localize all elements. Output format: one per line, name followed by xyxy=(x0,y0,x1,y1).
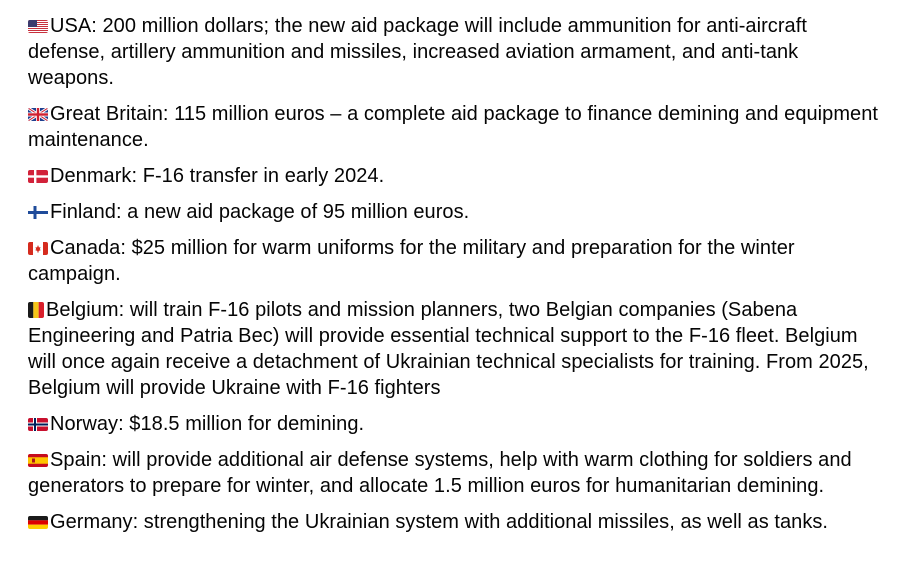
paragraph-text: Great Britain: 115 million euros – a complete aid package to finance demining and equipment maintenance. xyxy=(28,103,879,151)
list-item xyxy=(28,199,888,225)
paragraph-text: Canada: $25 million for warm uniforms for the military and preparation for the winter campaign. xyxy=(28,237,795,285)
fi-flag-icon xyxy=(28,206,48,219)
paragraph-text: Germany: strengthening the Ukrainian system with additional missiles, as well as tanks. xyxy=(50,511,829,533)
list-item xyxy=(28,509,888,535)
post-text xyxy=(28,13,888,545)
dk-flag-icon xyxy=(28,170,48,183)
ca-flag-icon xyxy=(28,242,48,255)
paragraph-text: USA: 200 million dollars; the new aid package will include ammunition for anti-aircraft defense, artillery ammunition and missiles, increased aviation armament, and anti-tank weapons. xyxy=(28,15,807,89)
de-flag-icon xyxy=(28,516,48,529)
paragraph-text: Belgium: will train F-16 pilots and mission planners, two Belgian companies (Sabena Engineering and Patria Bec) will provide essential technical support to the F-16 fleet. Belgium will once again receive a detachment of Ukrainian technical specialists for training. From 2025, Belgium will provide Ukraine with F-16 fighters xyxy=(28,299,869,399)
no-flag-icon xyxy=(28,418,48,431)
list-item xyxy=(28,235,888,287)
list-item xyxy=(28,101,888,153)
es-flag-icon xyxy=(28,454,48,467)
us-flag-icon xyxy=(28,20,48,33)
paragraph-text: Spain: will provide additional air defense systems, help with warm clothing for soldiers and generators to prepare for winter, and allocate 1.5 million euros for humanitarian demining. xyxy=(28,449,852,497)
list-item xyxy=(28,297,888,401)
paragraph-text: Denmark: F-16 transfer in early 2024. xyxy=(50,165,385,187)
paragraph-text: Norway: $18.5 million for demining. xyxy=(50,413,365,435)
gb-flag-icon xyxy=(28,108,48,121)
paragraph-text: Finland: a new aid package of 95 million euros. xyxy=(50,201,470,223)
list-item xyxy=(28,411,888,437)
list-item xyxy=(28,163,888,189)
list-item xyxy=(28,447,888,499)
be-flag-icon xyxy=(28,302,44,318)
list-item xyxy=(28,13,888,91)
